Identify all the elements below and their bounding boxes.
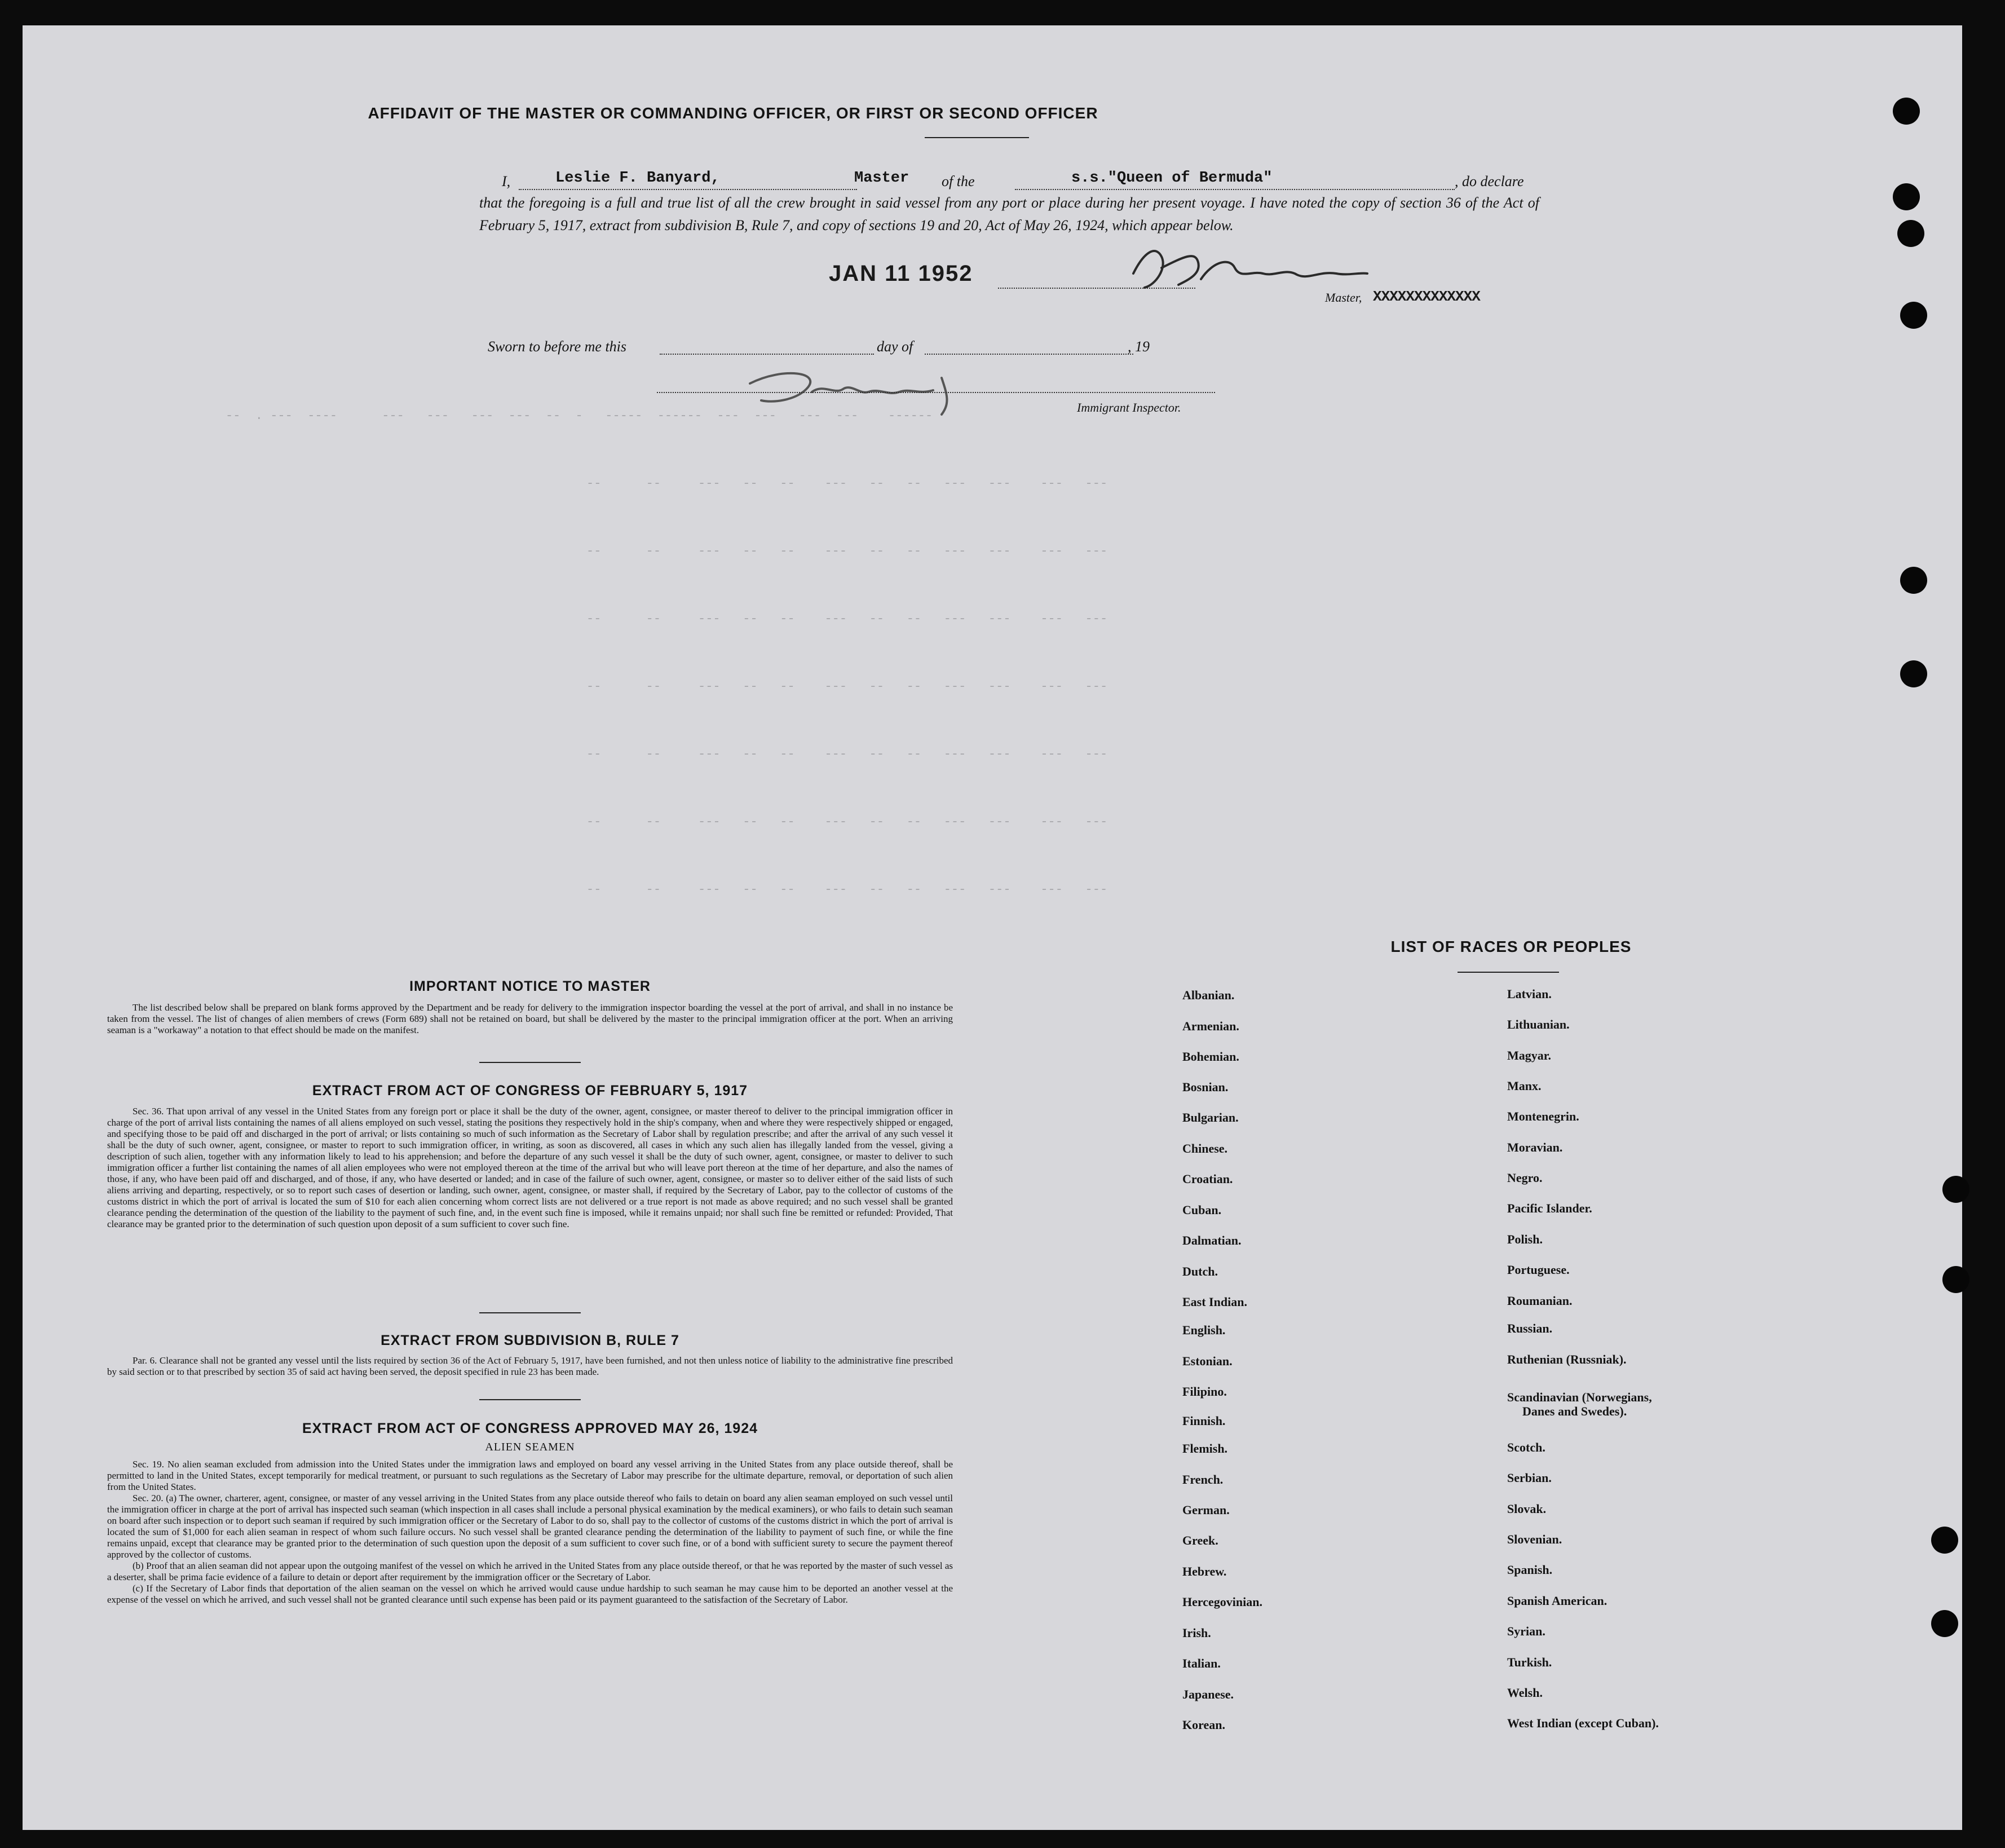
race-item: East Indian. [1182,1295,1247,1309]
race-item: Bohemian. [1182,1049,1239,1064]
race-item: Dalmatian. [1182,1233,1242,1247]
race-item: Slovak. [1507,1502,1547,1516]
notice-text: The list described below shall be prepared on blank forms approved by the Department and be ready for delivery to the immigration inspector boarding the vessel at the port of arrival, and shall in no instance be taken from the vessel. The list of changes of alien members of crews (Form 689) shall not be retained on board, but shall be delivered by the master to the principal immigration officer at the port. When an arriving seaman is a "workaway" a notation to that effect should be made on the manifest. [107,1002,953,1035]
extract-rule7-paragraph [107,1355,953,1378]
race-item: Scandinavian (Norwegians, [1507,1390,1652,1404]
race-item: Spanish. [1507,1563,1553,1577]
punch-hole [1942,1176,1969,1203]
race-item: Negro. [1507,1171,1543,1185]
document-title: AFFIDAVIT OF THE MASTER OR COMMANDING OFFICER, OR FIRST OR SECOND OFFICER [368,104,1098,122]
extract-1924-paragraph [107,1459,953,1606]
punch-hole [1897,220,1924,247]
vessel-fill-line [1015,189,1455,190]
extract-1917-text: Sec. 36. That upon arrival of any vessel in the United States from any foreign port or place it shall be the duty of the owner, agent, consignee, or master thereof to deliver to the principal immigration officer in charge of the port of arrival lists containing the names of all aliens employed on such vessel, stating the positions they respectively hold in the ship's company, when and where they were respectively shipped or engaged, and specifying those to be paid off and discharged in the port of arrival; or lists containing so much of such information as the Secretary of Labor shall by regulation prescribe; and after the arrival of any such vessel it shall be the duty of such owner, agent, consignee, or master to report to such immigration officer, in writing, as soon as discovered, all cases in which any such alien has illegally landed from the vessel, giving a description of such alien, together with any information likely to lead to his apprehension; and before the departure of any such vessel it shall be the duty of such owner, agent, consignee, or master to deliver to such immigration officer a further list containing the names of all alien employees who were not employed thereon at the time of the arrival but who will leave port thereon at the time of her departure, and also the names of those, if any, who have been paid off and discharged, and of those, if any, who have deserted or landed; and in case of the failure of such owner, agent, consignee, or master so to deliver either of the said lists of such aliens arriving and departing, respectively, or so to report such cases of desertion or landing, such owner, agent, consignee, or master shall, if required by the Secretary of Labor, pay to the collector of customs of the customs district in which the port of arrival is located the sum of $10 for each alien concerning whom correct lists are not delivered or a true report is not made as above required; and no such vessel shall be granted clearance pending the determination of the question of the liability to the payment of such fine, and, in the event such fine is imposed, while it remains unpaid; nor shall such fine be remitted or refunded: Provided, That clearance may be granted prior to the determination of such question upon deposit of a sum sufficient to cover such fine. [107,1106,953,1229]
sworn-label: Sworn to before me this [488,338,627,355]
race-item: Japanese. [1182,1687,1234,1701]
race-item: Korean. [1182,1718,1225,1732]
race-item: Irish. [1182,1626,1211,1640]
punch-hole [1900,660,1927,687]
sworn-day-fill-line [660,354,874,355]
race-item: Roumanian. [1507,1294,1573,1308]
race-item: German. [1182,1503,1230,1517]
races-title-divider [1458,972,1559,973]
date-stamp: JAN 11 1952 [829,261,973,286]
race-item: Estonian. [1182,1354,1233,1368]
affidavit-pronoun: I, [502,173,511,189]
race-item: Syrian. [1507,1624,1545,1638]
extract-rule7-text: Par. 6. Clearance shall not be granted any vessel until the lists required by section 36 of the Act of February 5, 1917, have been furnished, and not then unless notice of liability to the administrative fine prescribed by said section or to that prescribed by section 35 of said act having been served, the deposit specified in rule 23 has been made. [107,1355,953,1377]
extract-1924-title: EXTRACT FROM ACT OF CONGRESS APPROVED MAY 26, 1924 [302,1421,758,1436]
race-item: Pacific Islander. [1507,1201,1592,1215]
sec-20c-text: (c) If the Secretary of Labor finds that deportation of the alien seaman on the vessel on which he arrived would cause undue hardship to such seaman he may cause him to be deported an another vessel at the expense of the vessel on which he arrived, and such vessel shall not be granted clearance until such expense has been paid or its payment guaranteed to the satisfaction of the Secretary of Labor. [107,1583,953,1605]
section-divider [479,1399,581,1400]
punch-hole [1900,302,1927,329]
inspector-label: Immigrant Inspector. [1077,400,1181,414]
master-signature-label: Master, [1325,290,1362,305]
punch-hole [1931,1610,1958,1637]
extract-1917-paragraph [107,1106,953,1230]
vessel-name: s.s."Queen of Bermuda" [1071,170,1273,187]
sec-19-text: Sec. 19. No alien seaman excluded from admission into the United States under the immigration laws and employed on board any vessel arriving in the United States from any place outside thereof, shall be permitted to land in the United States, except temporarily for medical treatment, or pursuant to such regulations as the Secretary of Labor may prescribe for the ultimate departure, removal, or deportation of such alien from the United States. [107,1459,953,1492]
race-item: Hebrew. [1182,1564,1227,1578]
race-item: Flemish. [1182,1441,1228,1456]
extract-rule7-title: EXTRACT FROM SUBDIVISION B, RULE 7 [381,1333,679,1348]
year-label: , 19 [1128,338,1150,355]
race-item: Bosnian. [1182,1080,1229,1094]
race-item: Montenegrin. [1507,1109,1579,1123]
officer-rank: Master [854,170,909,187]
race-item: Moravian. [1507,1140,1563,1154]
name-fill-line [519,189,857,190]
race-item: Spanish American. [1507,1594,1607,1608]
extract-1924-subtitle: ALIEN SEAMEN [485,1441,575,1453]
race-item: West Indian (except Cuban). [1507,1716,1659,1730]
race-item: French. [1182,1472,1224,1487]
race-item: Albanian. [1182,988,1235,1002]
do-declare-label: , do declare [1455,173,1524,189]
race-item: Welsh. [1507,1686,1543,1700]
race-item: Dutch. [1182,1264,1218,1278]
punch-hole [1893,98,1920,125]
races-list-title: LIST OF RACES OR PEOPLES [1390,938,1632,955]
race-item: English. [1182,1323,1226,1337]
document-page: -- . --- ---- --- --- --- --- -- - ----- ------ --- --- --- --- ------ -- -- --- -- -- --- -- -- --- --- --- --- -- -- --- -- -- --- -- -- --- --- --- --- -- -- --- -- -- --- -- -- --- --- --- --- -- -- --- -- -- --- -- -- --- --- --- --- -- -- --- -- -- --- -- -- --- --- --- --- -- -- --- -- -- --- -- -- --- --- --- --- -- -- --- -- -- --- -- -- --- --- --- --- AFFIDAVIT OF THE MASTER OR COMMANDING OFFICER, OR FIRST OR SECOND OFFICER I, Leslie F. Banyard, Master of the s.s."Queen of Bermuda" , do declare that the foregoing is a full and true list of all the crew brought in said vessel from any port or place during her present voyage. I have noted the copy of section 36 of the Act of February 5, 1917, extract from subdivision B, Rule 7, and copy of sections 19 and 20, Act of May 26, 1924, which appear below. JAN 11 1952 Master, XXXXXXXXXXXXX Sworn to before me this day of , 19 Immigrant Inspector. IMPORTANT NOTICE TO MASTER The list described below shall be prepared on blank forms approved by the Department and be ready for delivery to the immigration inspector boarding the vessel at the port of arrival, and shall in no instance be taken from the vessel. The list of changes of alien members of crews (Form 689) shall not be retained on board, but shall be delivered by the master to the principal immigration officer at the port. When an arriving seaman is a "workaway" a notation to that effect should be made on the manifest. EXTRACT FROM ACT OF CONGRESS OF FEBRUARY 5, 1917 Sec. 36. That upon arrival of any vessel in the United States from any foreign port or place it shall be the duty of the owner, agent, consignee, or master thereof to deliver to the principal immigration officer in charge of the port of arrival lists containing the names of all aliens employed on such vessel, stating the positions they respectively hold in the ship's company, when and where they were respectively shipped or engaged, and specifying those to be paid off and discharged in the port of arrival; or lists containing so much of such information as the Secretary of Labor shall by regulation prescribe; and after the arrival of any such vessel it shall be the duty of such owner, agent, consignee, or master to report to such immigration officer, in writing, as soon as discovered, all cases in which any such alien has illegally landed from the vessel, giving a description of such alien, together with any information likely to lead to his apprehension; and before the departure of any such vessel it shall be the duty of such owner, agent, consignee, or master to deliver to such immigration officer a further list containing the names of all alien employees who were not employed thereon at the time of the arrival but who will leave port thereon at the time of her departure, and also the names of those, if any, who have been paid off and discharged, and of those, if any, who have deserted or landed; and in case of the failure of such owner, agent, consignee, or master so to deliver either of the said lists of such aliens arriving and departing, respectively, or so to report such cases of desertion or landing, such owner, agent, consignee, or master shall, if required by the Secretary of Labor, pay to the collector of customs of the customs district in which the port of arrival is located the sum of $10 for each alien concerning whom correct lists are not delivered or a true report is not made as above required; and no such vessel shall be granted clearance pending the determination of the question of the liability to the payment of such fine, and, in the event such fine is imposed, while it remains unpaid; nor shall such fine be remitted or refunded: Provided, That clearance may be granted prior to the determination of such question upon deposit of a sum sufficient to cover such fine. EXTRACT FROM SUBDIVISION B, RULE 7 Par. 6. Clearance shall not be granted any vessel until the lists required by section 36 of the Act of February 5, 1917, have been furnished, and not then unless notice of liability to the administrative fine prescribed by said section or to that prescribed by section 35 of said act having been served, the deposit specified in rule 23 has been made. EXTRACT FROM ACT OF CONGRESS APPROVED MAY 26, 1924 ALIEN SEAMEN Sec. 19. No alien seaman excluded from admission into the United States under the immigration laws and employed on board any vessel arriving in the United States from any place outside thereof, shall be permitted to land in the United States, except temporarily for medical treatment, or pursuant to such regulations as the Secretary of Labor may prescribe for the ultimate departure, removal, or deportation of such alien from the United States. Sec. 20. (a) The owner, charterer, agent, consignee, or master of any vessel arriving in the United States from any place outside thereof who fails to detain on board any alien seaman employed on such vessel until the immigration officer in charge at the port of arrival has inspected such seaman (which inspection in all cases shall include a personal physical examination by the medical examiners), or who fails to detain such seaman on board after such inspection or to deport such seaman if required by such immigration officer or the Secretary of Labor to do so, shall pay to the collector of customs of the customs district in which the port of arrival is located the sum of $1,000 for each alien seaman in respect of whom such failure occurs. No such vessel shall be granted clearance pending the determination of the liability to payment of such fine, or while the fine remains unpaid, except that clearance may be granted prior to the determination of such question upon the deposit of a sum sufficient to cover such fine, or of a bond with sufficient surety to secure the payment thereof approved by the collector of customs. (b) Proof that an alien seaman did not appear upon the outgoing manifest of the vessel on which he arrived in the United States from any place outside thereof, or that he was reported by the master of such vessel as a deserter, shall be prima facie evidence of a failure to detain or deport after requirement by the immigration officer or the Secretary of Labor. (c) If the Secretary of Labor finds that deportation of the alien seaman on the vessel on which he arrived would cause undue hardship to such seaman he may cause him to be deported an another vessel at the expense of the vessel on which he arrived, and such vessel shall not be granted clearance until such expense has been paid or its payment guaranteed to the satisfaction of the Secretary of Labor. LIST OF RACES OR PEOPLES Albanian. Armenian. Bohemian. Bosnian. Bulgarian. Chinese. Croatian. Cuban. Dalmatian. Dutch. East Indian. English. Estonian. Filipino. Finnish. Flemish. French. German. Greek. Hebrew. Hercegovinian. Irish. Italian. Japanese. Korean. Latvian. Lithuanian. Magyar. Manx. Montenegrin. Moravian. Negro. Pacific Islander. Polish. Portuguese. Roumanian. Russian. Ruthenian (Russniak). Scandinavian (Norwegians, Danes and Swedes). Scotch. Serbian. Slovak. Slovenian. Spanish. Spanish American. Syrian. Turkish. Welsh. West Indian (except Cuban). [23,25,1962,1830]
affidavit-body-text: that the foregoing is a full and true list of all the crew brought in said vessel from any port or place during her present voyage. I have noted the copy of section 36 of the Act of February 5, 1917, extract from subdivision B, Rule 7, and copy of sections 19 and 20, Act of May 26, 1924, which appear below. [479,195,1539,233]
inspector-fill-line [657,392,1215,393]
race-item: Greek. [1182,1533,1218,1547]
race-item: Italian. [1182,1656,1221,1670]
struck-out-title: XXXXXXXXXXXXX [1373,288,1480,305]
race-item: Ruthenian (Russniak). [1507,1352,1627,1366]
race-item: Latvian. [1507,987,1552,1001]
race-item: Finnish. [1182,1414,1226,1428]
race-item: Croatian. [1182,1172,1233,1186]
master-name: Leslie F. Banyard, [555,170,720,187]
punch-hole [1942,1266,1969,1293]
extract-1917-title: EXTRACT FROM ACT OF CONGRESS OF FEBRUARY 5, 1917 [312,1083,748,1099]
day-of-label: day of [877,338,913,355]
race-item: Lithuanian. [1507,1017,1570,1031]
race-item: Chinese. [1182,1141,1228,1155]
month-fill-line [925,354,1133,355]
sec-20b-text: (b) Proof that an alien seaman did not appear upon the outgoing manifest of the vessel on which he arrived in the United States from any place outside thereof, or that he was reported by the master of such vessel as a deserter, shall be prima facie evidence of a failure to detain or deport after requirement by the immigration officer or the Secretary of Labor. [107,1560,953,1582]
inspector-signature [739,361,992,417]
race-item: Filipino. [1182,1384,1227,1399]
section-divider [479,1062,581,1063]
race-item: Cuban. [1182,1203,1222,1217]
race-item: Danes and Swedes). [1522,1404,1627,1418]
sec-20a-text: Sec. 20. (a) The owner, charterer, agent, consignee, or master of any vessel arriving in the United States from any place outside thereof who fails to detain on board any alien seaman employed on such vessel until the immigration officer in charge at the port of arrival has inspected such seaman (which inspection in all cases shall include a personal physical examination by the medical examiners), or who fails to detain such seaman on board after such inspection or to deport such seaman if required by such immigration officer or the Secretary of Labor to do so, shall pay to the collector of customs of the customs district in which the port of arrival is located the sum of $1,000 for each alien seaman in respect of whom such failure occurs. No such vessel shall be granted clearance pending the determination of the liability to payment of such fine, or while the fine remains unpaid, except that clearance may be granted prior to the determination of such question upon the deposit of a sum sufficient to cover such fine, or of a bond with sufficient surety to secure the payment thereof approved by the collector of customs. [107,1493,953,1560]
punch-hole [1900,567,1927,594]
race-item: Slovenian. [1507,1532,1562,1546]
race-item: Manx. [1507,1079,1542,1093]
race-item: Scotch. [1507,1440,1545,1454]
notice-paragraph [107,1002,953,1036]
race-item: Russian. [1507,1321,1553,1335]
of-the-label: of the [942,173,975,189]
section-divider [479,1312,581,1313]
race-item: Armenian. [1182,1019,1239,1033]
race-item: Serbian. [1507,1471,1552,1485]
race-item: Hercegovinian. [1182,1595,1262,1609]
race-item: Turkish. [1507,1655,1552,1669]
punch-hole [1931,1527,1958,1554]
race-item: Polish. [1507,1232,1543,1246]
race-item: Magyar. [1507,1048,1552,1062]
race-item: Portuguese. [1507,1263,1570,1277]
punch-hole [1893,183,1920,210]
race-item: Bulgarian. [1182,1110,1239,1124]
notice-title: IMPORTANT NOTICE TO MASTER [409,978,651,994]
title-divider [925,137,1029,138]
